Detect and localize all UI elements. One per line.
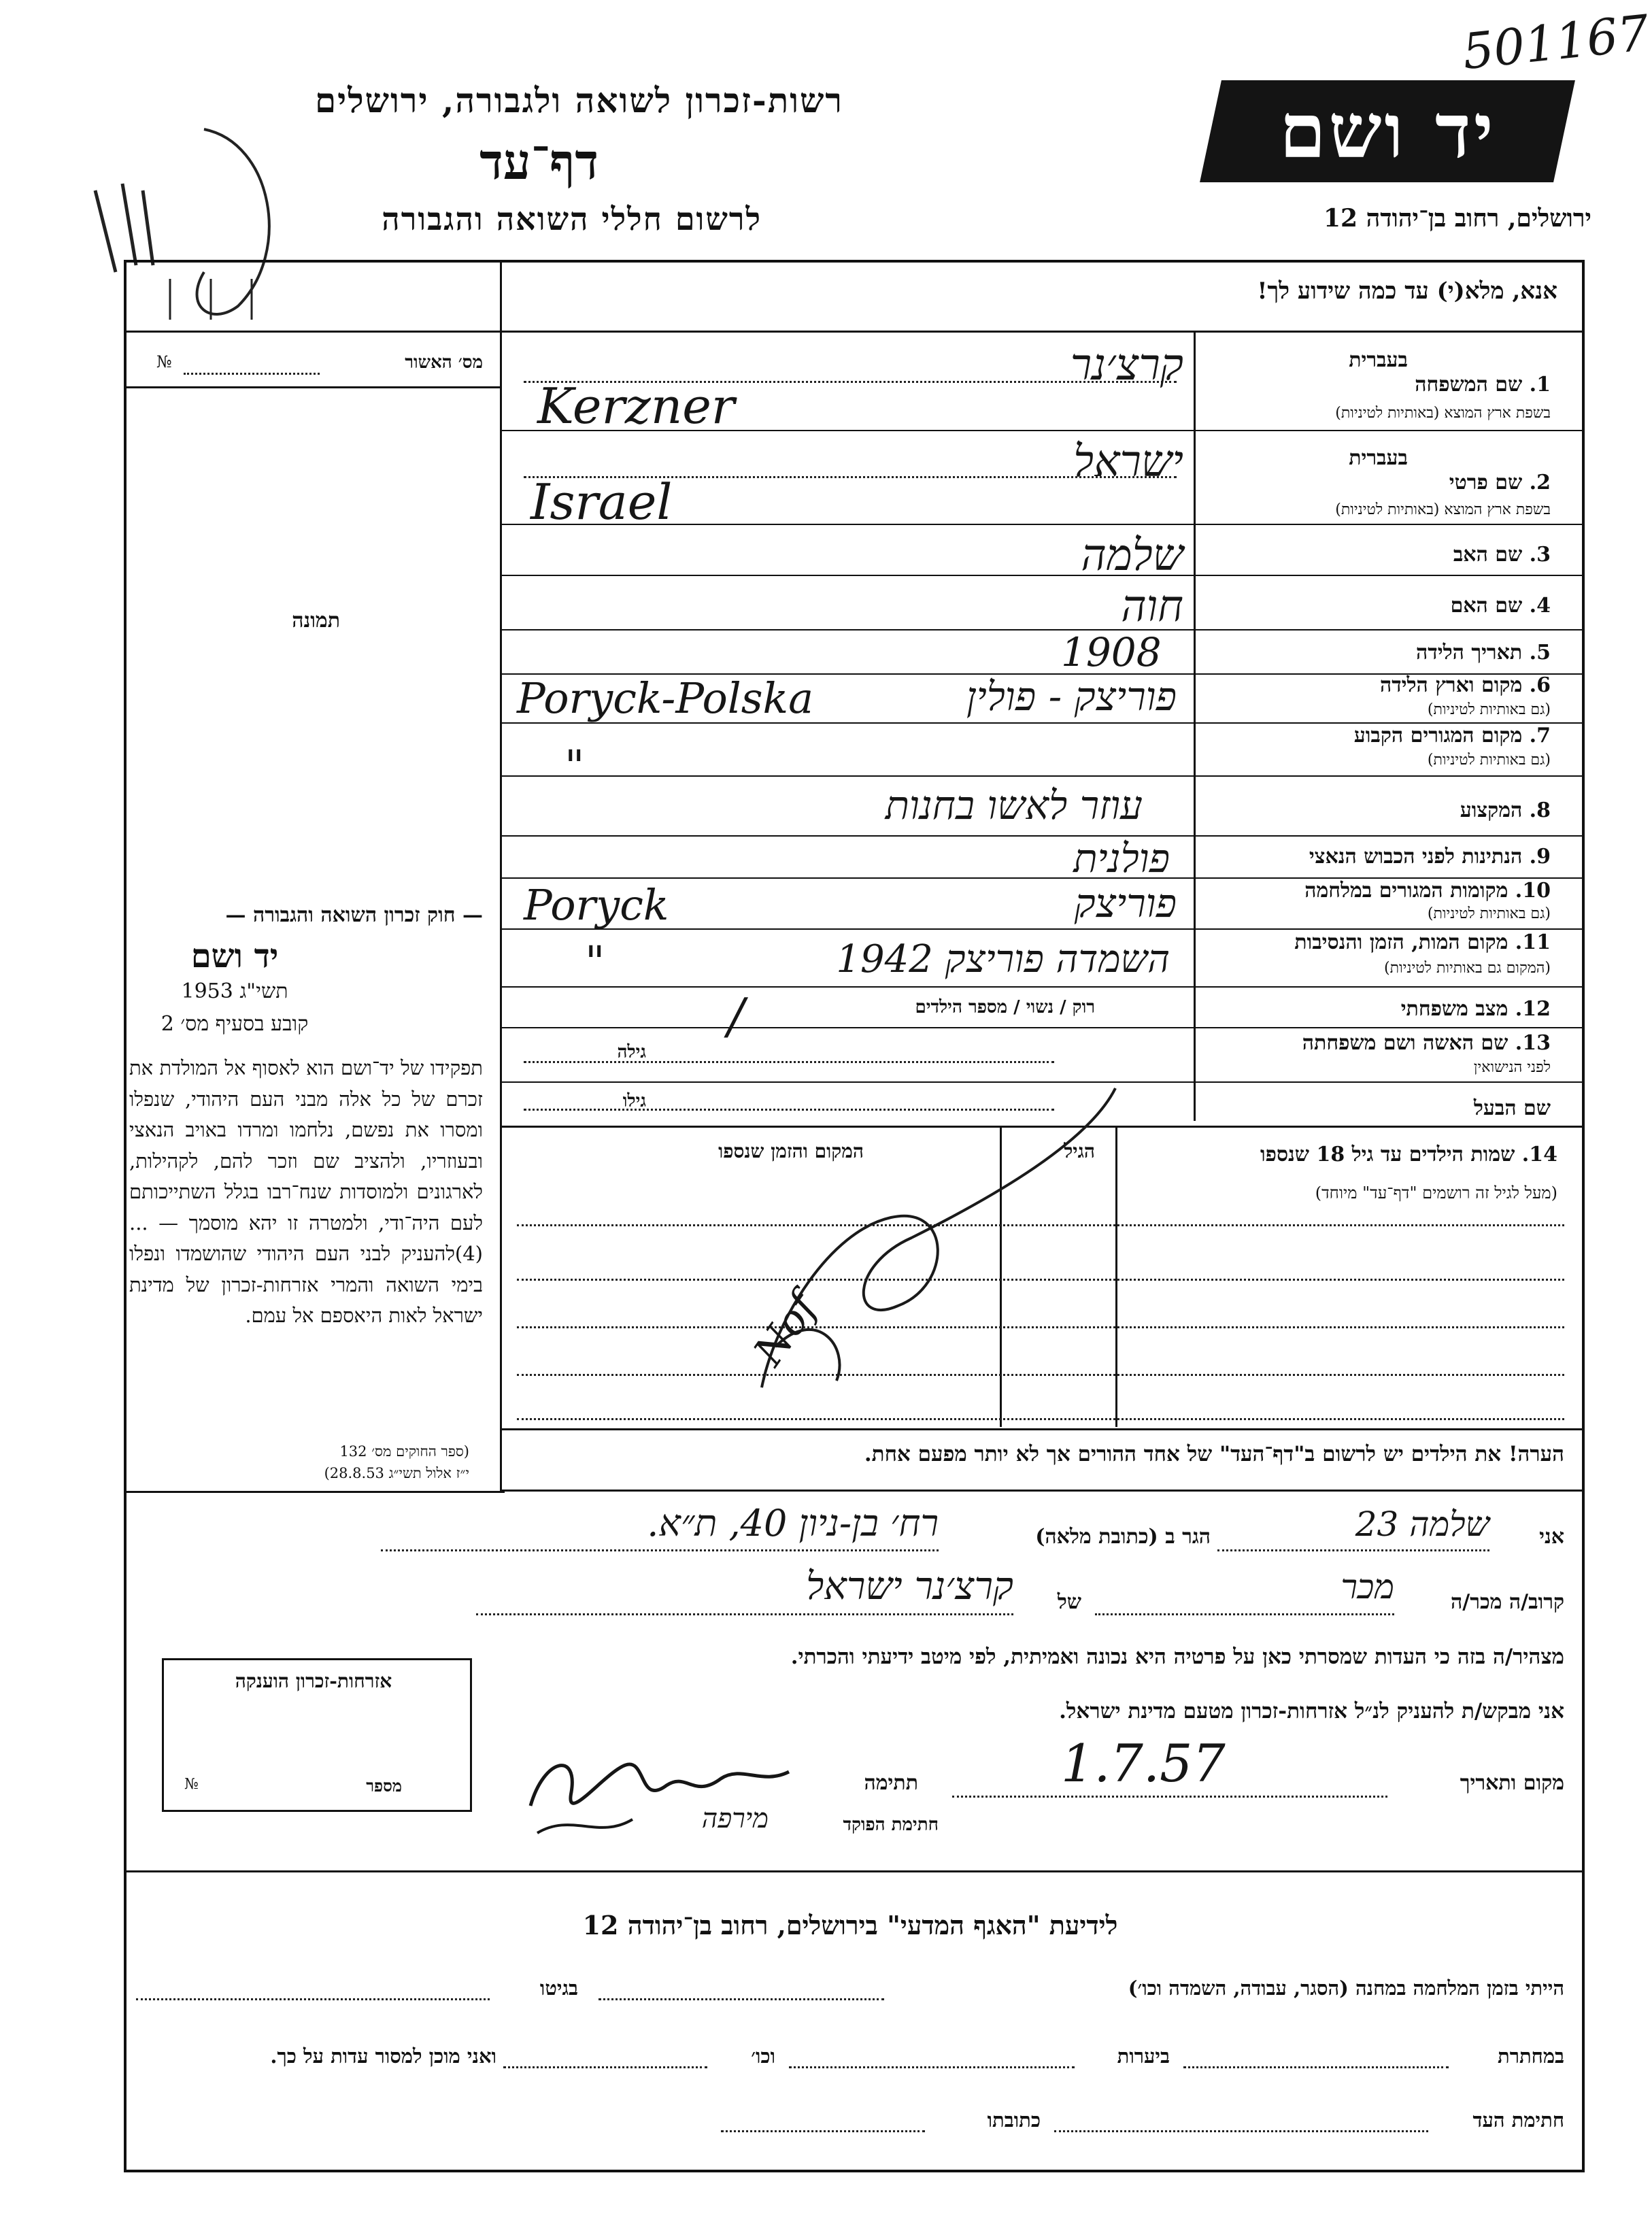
- forests-line: [789, 2066, 1075, 2068]
- declarant-name: שלמה 23: [1355, 1504, 1489, 1544]
- ghetto-label: בגיטו: [539, 1977, 578, 2000]
- of-line: [476, 1613, 1013, 1615]
- birth-place-latin-value: Poryck-Polska: [517, 673, 814, 723]
- f14-sub: (מעל לגיל זה רושמים "דף־עד" מיוחד): [1315, 1183, 1557, 1202]
- f11-label: 11. מקום המות, הזמן והנסיבות: [1294, 930, 1551, 954]
- frame-right: [1582, 260, 1585, 2171]
- relative-label: קרוב/ה מכר/ה: [1451, 1590, 1564, 1614]
- f10-sub: (גם באותיות לטיניות): [1427, 905, 1551, 922]
- husband-age-label: גילו: [622, 1091, 646, 1111]
- camp-line: [599, 1998, 884, 2000]
- frame-top: [124, 260, 1583, 263]
- firstname-hebrew-value: ישראל: [1073, 437, 1183, 487]
- row-rule: [502, 1027, 1582, 1028]
- f1-label: 1. שם המשפחה: [1415, 373, 1551, 397]
- scrawl-text: Nof: [744, 1285, 827, 1375]
- citizenship-number-label: מספר: [366, 1776, 402, 1796]
- archive-number: 501167: [1460, 3, 1652, 81]
- request: אני מבקש/ת להעניק לנ״ל אזרחות-זכרון מטעם מדינת ישראל.: [1059, 1699, 1564, 1723]
- f1-hebrew-tag: בעברית: [1349, 348, 1408, 372]
- law-name: יד ושם: [190, 937, 279, 975]
- officer-label: חתימת הפוקד: [843, 1815, 939, 1835]
- label-column-divider: [1194, 332, 1196, 1121]
- marital-status-mark: /: [728, 988, 745, 1045]
- i-line: [1217, 1549, 1489, 1551]
- relative-line: [1095, 1613, 1394, 1615]
- note: הערה! את הילדים יש לרשום ב"דף־העד" של אחד ההורים אך לא יותר מפעם אחת.: [864, 1442, 1564, 1466]
- statement: מצהיר/ה בזה כי העדות שמסרתי כאן על פרטיה היא נכונה ואמיתית, לפי מיטב ידיעתי והכרתי.: [790, 1645, 1564, 1669]
- f6-sub: (גם באותיות לטיניות): [1427, 701, 1551, 718]
- frame-left: [124, 260, 127, 2171]
- strip-ticks: [156, 272, 496, 326]
- law-clause: קובע בסעיף מס׳ 2: [161, 1012, 309, 1036]
- f12-options: רוק / נשוי / מספר הילדים: [915, 997, 1095, 1018]
- law-text: תפקידו של יד־ושם הוא לאסוף אל המולדת את זכרם של כל אלה מבני העם היהודי, שנפלו ומסרו את נפשם, נלחמו ומרדו באויב הנאצי ובעוזריו, ולהציב שם וזכר להם, לקהילות, לארגונים ולמוסדות שנח־רבו בגלל השתייכותם לעם היה־ודי, ולמטרה זו יהא מוסמך — ...(4)להעניק לבני העם היהודי שהושמדו ונפלו בימי השואה והמרי אזרחות-זכרון של מדינת ישראל לאות היאספם אל עמם.: [129, 1056, 483, 1327]
- mother-name-value: חוה: [1121, 582, 1183, 632]
- yad-vashem-logo: יד ושם: [1200, 80, 1575, 182]
- f2-sub: בשפת ארץ המוצא (באותיות לטיניות): [1335, 501, 1551, 518]
- forests-label: ביערות: [1117, 2045, 1170, 2068]
- frame-bottom: [124, 2170, 1585, 2172]
- strip-bottom: [127, 331, 1582, 333]
- officer-value: מירפה: [701, 1803, 769, 1834]
- row-rule: [502, 775, 1582, 777]
- etc-line: [503, 2066, 707, 2068]
- place-date-line: [952, 1796, 1387, 1798]
- f8-label: 8. המקצוע: [1460, 798, 1551, 822]
- cross-out-scrawl: [735, 1061, 1156, 1442]
- f5-label: 5. תאריך הלידה: [1416, 641, 1551, 665]
- citizenship-box: [162, 1658, 472, 1812]
- note-top: [502, 1428, 1582, 1430]
- ghetto-line: [136, 1998, 490, 2000]
- witness-sig-line: [1054, 2130, 1428, 2132]
- f14-place-header: המקום והזמן שנספו: [718, 1140, 864, 1162]
- note-bottom: [502, 1490, 1582, 1492]
- witness-address-label: כתובתו: [987, 2108, 1041, 2132]
- f11-sub: (המקום גם באותיות לטיניות): [1384, 960, 1551, 977]
- f12-label: 12. מצב משפחתי: [1400, 997, 1551, 1021]
- surname-latin-value: Kerzner: [537, 377, 735, 435]
- address-line: ירושלים, רחוב בן־יהודה 12: [1323, 204, 1591, 233]
- approval-label: מס׳ האשור: [405, 352, 483, 373]
- of-value: קרצ׳נר ישראל: [806, 1564, 1013, 1609]
- left-col-bottom: [124, 1491, 505, 1493]
- law-year: תשי"ג 1953: [181, 979, 288, 1003]
- approval-line: [184, 373, 320, 375]
- f2-hebrew-tag: בעברית: [1349, 446, 1408, 470]
- law-title: — חוק זכרון השואה והגבורה —: [225, 903, 483, 927]
- row-rule: [502, 986, 1582, 988]
- f10-label: 10. מקומות המגורים במלחמה: [1304, 879, 1551, 903]
- law-source-2: י״ז אלול תשי״ג 28.8.53): [324, 1465, 469, 1481]
- f14-label: 14. שמות הילדים עד גיל 18 שנספו: [1260, 1143, 1557, 1166]
- death-place-value: השמדה פוריצק 1942: [836, 937, 1170, 981]
- f9-label: 9. הנתינות לפני הכבוש הנאצי: [1309, 845, 1551, 869]
- f13-sub: לפני הנישואין: [1473, 1059, 1551, 1076]
- witness-sig-label: חתימת העד: [1472, 2108, 1564, 2132]
- declarant-address: רח׳ בן-ניון 40, ת״א.: [647, 1502, 939, 1545]
- law-source-1: (ספר החוקים מס׳ 132: [339, 1443, 469, 1460]
- profession-value: עוזר לאשו בחנות: [885, 782, 1143, 828]
- info-title: לידיעת "האגף המדעי" בירושלים, רחוב בן־יהודה 12: [582, 1910, 1118, 1940]
- approval-no: №: [156, 352, 172, 371]
- relative-value: מכר: [1341, 1567, 1394, 1607]
- f7-sub: (גם באותיות לטיניות): [1427, 752, 1551, 769]
- date-value: 1.7.57: [1061, 1733, 1226, 1794]
- address-line: [381, 1549, 939, 1551]
- place-date-label: מקום ותאריך: [1460, 1771, 1564, 1795]
- firstname-latin-value: Israel: [530, 473, 673, 531]
- surname-hebrew-value: קרצ׳נר: [1070, 340, 1183, 390]
- f6-label: 6. מקום וארץ הלידה: [1379, 673, 1551, 697]
- i-label: אני: [1539, 1525, 1564, 1549]
- photo-label: תמונה: [292, 609, 340, 633]
- birth-date-value: 1908: [1061, 629, 1162, 675]
- citizenship-box-title: אזרחות-זכרון הוענקה: [235, 1670, 392, 1692]
- f1-sub: בשפת ארץ המוצא (באותיות לטיניות): [1335, 405, 1551, 422]
- form-subtitle: לרשום חללי השואה והגבורה: [382, 201, 762, 237]
- approval-rule: [127, 386, 501, 388]
- f14-age-header: הגיל: [1064, 1140, 1095, 1162]
- hiding-line: [1183, 2066, 1449, 2068]
- hiding-label: במחתרת: [1498, 2045, 1564, 2068]
- instruction: אנא, מלא(י) עד כמה שידוע לך!: [1257, 278, 1557, 305]
- death-ditto: ": [585, 937, 605, 988]
- citizenship-no: №: [184, 1776, 199, 1793]
- info-divider: [127, 1870, 1582, 1872]
- info-line1: הייתי בזמן המלחמה במחנה (הסגר, עבודה, השמדה וכו׳): [1128, 1977, 1564, 2000]
- divider-left-column: [500, 261, 502, 1492]
- birth-place-hebrew-value: פוריצק - פולין: [966, 673, 1177, 720]
- f13-label: 13. שם האשה ושם משפחתה: [1302, 1031, 1551, 1055]
- war-residence-hebrew-value: פוריצק: [1074, 880, 1177, 926]
- living-label: הגר ב (כתובת מלאה): [1035, 1525, 1211, 1549]
- etc-label: וכו׳: [751, 2045, 775, 2068]
- war-residence-latin-value: Poryck: [524, 880, 669, 930]
- father-name-value: שלמה: [1081, 531, 1183, 581]
- husband-label: שם הבעל: [1473, 1096, 1551, 1120]
- f7-label: 7. מקום המגורים הקבוע: [1353, 724, 1551, 747]
- f2-label: 2. שם פרטי: [1449, 471, 1551, 494]
- form-title: דף־עד: [479, 133, 599, 190]
- f4-label: 4. שם האם: [1450, 594, 1551, 618]
- of-label: של: [1057, 1590, 1081, 1614]
- nationality-value: פולנית: [1073, 835, 1170, 881]
- willing-label: ואני מוכן למסור עדות על כך.: [270, 2045, 496, 2068]
- org-line: רשות-זכרון לשואה ולגבורה, ירושלים: [314, 80, 843, 120]
- residence-ditto: ": [564, 741, 585, 792]
- witness-address-line: [721, 2130, 925, 2132]
- signature-label: תתימה: [864, 1771, 918, 1795]
- f3-label: 3. שם האב: [1453, 543, 1551, 567]
- wife-age-label: גילה: [617, 1042, 646, 1062]
